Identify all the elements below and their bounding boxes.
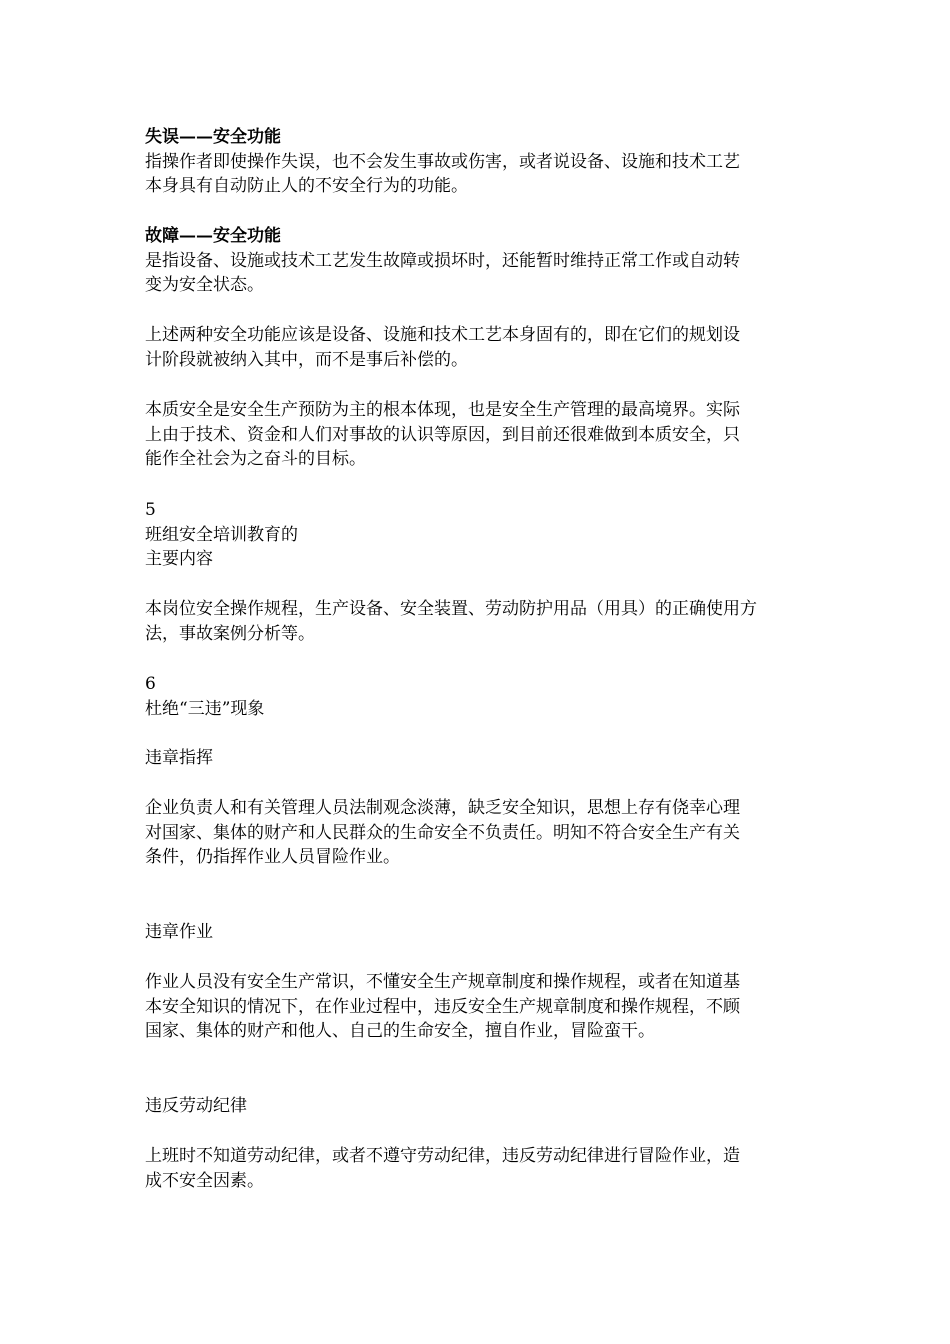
paragraph-line: 上述两种安全功能应该是设备、设施和技术工艺本身固有的，即在它们的规划设 [145,325,740,345]
subsection-title-illegal-operation [145,920,810,945]
paragraph-line: 指操作者即使操作失误，也不会发生事故或伤害，或者说设备、设施和技术工艺 [145,151,740,172]
paragraph-line: 本岗位安全操作规程，生产设备、安全装置、劳动防护用品（用具）的正确使用方 [145,599,757,619]
section-fail-safe [145,125,810,199]
paragraph-line: 本身具有自动防止人的不安全行为的功能。 [145,176,468,197]
paragraph-line: 条件，仍指挥作业人员冒险作业。 [145,847,400,868]
section-title: 杜绝“三违”现象 [145,698,265,719]
paragraph-intrinsic-safety [145,398,810,472]
paragraph-line: 法，事故案例分析等。 [145,623,315,644]
paragraph-line: 上班时不知道劳动纪律，或者不遵守劳动纪律，违反劳动纪律进行冒险作业，造 [145,1146,740,1166]
subsection-body-illegal-command [145,796,810,870]
section-title-line: 主要内容 [145,549,213,570]
paragraph-line: 变为安全状态。 [145,275,264,296]
section-number: 6 [145,674,156,694]
subsection-title: 违章指挥 [145,748,213,768]
paragraph-line: 本安全知识的情况下，在作业过程中，违反安全生产规章制度和操作规程，不顾 [145,996,740,1017]
paragraph-line: 成不安全因素。 [145,1170,264,1191]
section-fault-safe [145,224,810,298]
subsection-body-illegal-operation [145,970,810,1044]
section-6-title [145,672,810,721]
paragraph-line: 计阶段就被纳入其中，而不是事后补偿的。 [145,349,468,370]
subsection-title: 违反劳动纪律 [145,1096,247,1116]
paragraph-line: 上由于技术、资金和人们对事故的认识等原因，到目前还很难做到本质安全，只 [145,424,740,445]
section-heading: 故障——安全功能 [145,226,281,246]
paragraph-line: 企业负责人和有关管理人员法制观念淡薄，缺乏安全知识，思想上存有侥幸心理 [145,798,740,818]
paragraph-inherent [145,323,810,372]
subsection-title-illegal-command [145,746,810,771]
paragraph-line: 能作全社会为之奋斗的目标。 [145,449,366,470]
paragraph-line: 对国家、集体的财产和人民群众的生命安全不负责任。明知不符合安全生产有关 [145,822,740,843]
paragraph-line: 国家、集体的财产和他人、自己的生命安全，擅自作业，冒险蛮干。 [145,1021,655,1042]
paragraph-line: 是指设备、设施或技术工艺发生故障或损坏时，还能暂时维持正常工作或自动转 [145,250,740,271]
subsection-body-labor-discipline [145,1144,810,1193]
section-5-title [145,498,810,572]
section-heading: 失误——安全功能 [145,127,281,147]
section-5-body [145,597,810,646]
subsection-title: 违章作业 [145,922,213,942]
paragraph-line: 本质安全是安全生产预防为主的根本体现，也是安全生产管理的最高境界。实际 [145,400,740,420]
section-number: 5 [145,500,156,520]
section-title-line: 班组安全培训教育的 [145,524,298,545]
paragraph-line: 作业人员没有安全生产常识，不懂安全生产规章制度和操作规程，或者在知道基 [145,972,740,992]
subsection-title-labor-discipline [145,1094,810,1119]
